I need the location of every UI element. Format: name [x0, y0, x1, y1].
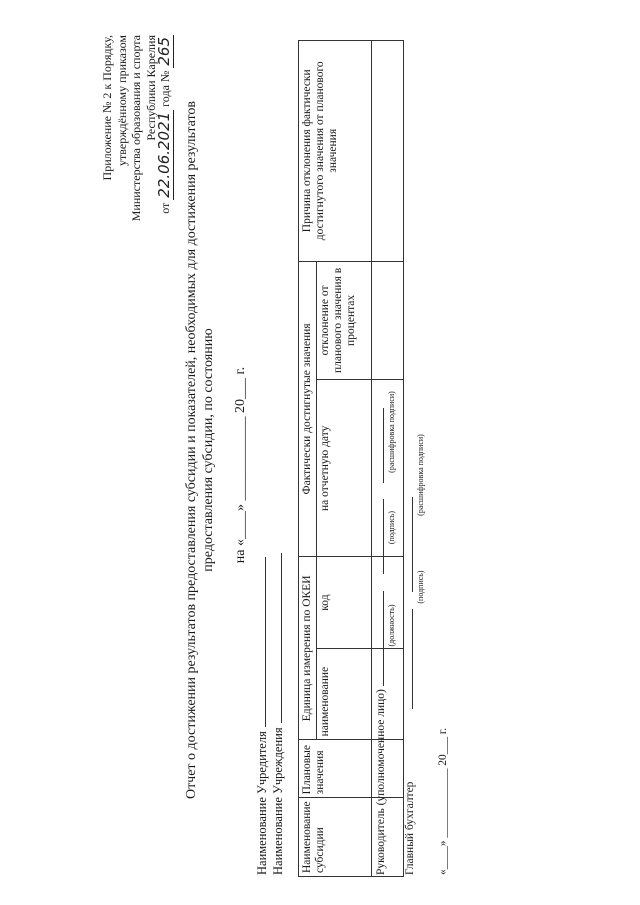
head-position-line[interactable]	[373, 591, 384, 686]
institution-input-line[interactable]	[271, 553, 282, 723]
title-line-1: Отчет о достижении результатов предоставления субсидии и показателей, необходимых для достижения результатов	[184, 100, 199, 800]
accountant-decoding-line[interactable]	[402, 497, 413, 592]
handwritten-date: 22.06.2021	[155, 111, 173, 198]
header-reason: Причина отклонения фактически достигнутого значения от планового значения	[299, 41, 372, 262]
head-decoding-caption: (расшифровка подписи)	[387, 391, 396, 473]
appendix-line-4: Республики Карелия	[143, 35, 158, 141]
accountant-signature-block	[402, 497, 416, 875]
accountant-label: Главный бухгалтер	[404, 781, 416, 875]
cell-reason[interactable]	[372, 41, 404, 262]
report-title	[183, 35, 217, 865]
head-signature-line[interactable]	[373, 499, 384, 574]
cell-actual-deviation[interactable]	[372, 261, 404, 380]
title-line-2: предоставления субсидии, по состоянию	[201, 328, 216, 572]
founder-field	[255, 557, 270, 875]
header-unit-code: код	[317, 557, 372, 648]
head-signature-block	[373, 408, 387, 875]
header-actual-deviation: отклонение от планового значения в процентах	[317, 261, 372, 380]
report-form-sheet	[90, 35, 490, 905]
header-actual-date: на отчетную дату	[317, 380, 372, 557]
header-planned: Плановые значения	[299, 740, 372, 798]
header-unit-name: наименование	[317, 648, 372, 740]
appendix-order-line	[155, 35, 173, 295]
handwritten-order-number: 265	[155, 37, 173, 66]
header-subsidy: Наименование субсидии	[299, 798, 372, 877]
signature-date: «____» ____________ 20___ г.	[437, 727, 449, 875]
accountant-decoding-caption: (расшифровка подписи)	[416, 434, 425, 516]
founder-label: Наименование Учредителя	[255, 731, 269, 875]
head-position-caption: (должность)	[387, 604, 396, 647]
table-header-row-1	[299, 41, 317, 877]
report-as-of-date: на «____» ____________ 20___ г.	[233, 366, 248, 564]
appendix-line-1: Приложение № 2 к Порядку,	[100, 35, 114, 181]
accountant-signature-caption: (подпись)	[416, 570, 425, 604]
header-actual-group: Фактически достигнутые значения	[299, 261, 317, 557]
header-unit-group: Единица измерения по ОКЕИ	[299, 557, 317, 740]
head-decoding-line[interactable]	[373, 408, 384, 483]
accountant-signature-line[interactable]	[402, 609, 413, 709]
appendix-year-label: года №	[158, 70, 172, 107]
institution-label: Наименование Учреждения	[271, 727, 285, 875]
head-signature-caption: (подпись)	[387, 510, 396, 545]
appendix-from-label: от	[158, 202, 172, 214]
appendix-header	[100, 35, 173, 295]
appendix-line-2: утверждённому приказом	[114, 35, 129, 166]
head-label: Руководитель (уполномоченное лицо)	[375, 689, 387, 875]
founder-input-line[interactable]	[255, 557, 266, 727]
appendix-line-3: Министерства образования и спорта	[129, 35, 143, 222]
institution-field	[271, 553, 286, 875]
